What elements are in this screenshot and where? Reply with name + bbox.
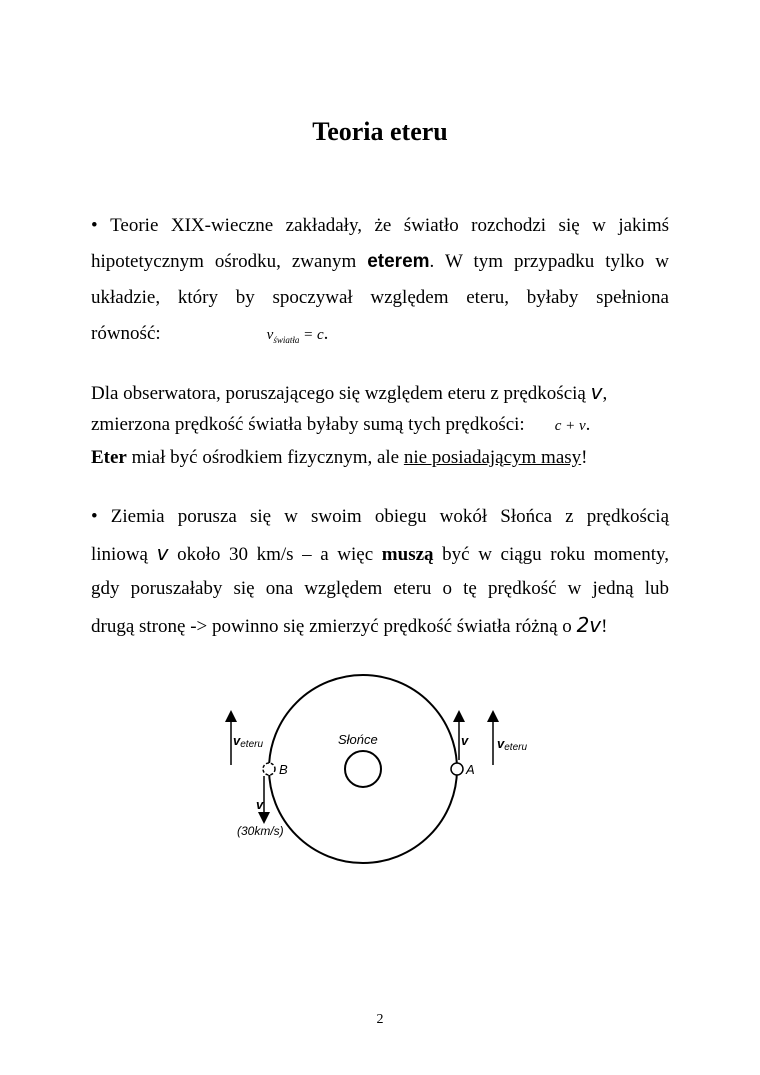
- term-eter: Eter: [91, 447, 127, 468]
- p2-line-3: Eter miał być ośrodkiem fizycznym, ale nie posiadającym masy!: [91, 447, 588, 468]
- p1-line-4: równość: $v_{światła} = c$.: [91, 323, 329, 345]
- point-a-label: A: [466, 762, 475, 777]
- ether-label-right: veteru: [497, 736, 528, 753]
- p1-line-1: • Teorie XIX-wieczne zakładały, że światło rozchodzi się w jakimś: [91, 215, 669, 236]
- symbol-2v: 2v: [576, 613, 602, 637]
- formula-c-plus-v: c + v: [554, 418, 586, 434]
- paragraph-ether-theory: [91, 208, 669, 352]
- paragraph-observer: [91, 374, 669, 476]
- p2-line-1: Dla obserwatora, poruszającego się względem eteru z prędkością v,: [91, 380, 608, 404]
- earth-position-b: [263, 763, 275, 775]
- p3-line-3: gdy poruszałaby się ona względem eteru o tę prędkość w jedną lub: [91, 578, 669, 599]
- p3-line-1: • Ziemia porusza się w swoim obiegu wokół Słońca z prędkością: [91, 506, 670, 527]
- symbol-v: v: [156, 541, 169, 565]
- sun-label: Słońce: [338, 732, 378, 747]
- formula-v-swiatla: $v_{światła} = c$: [266, 327, 324, 345]
- p2-line-2: zmierzona prędkość światła byłaby sumą tych prędkości: c + v.: [91, 414, 591, 435]
- p3-line-4: drugą stronę -> powinno się zmierzyć prędkość światła różną o 2v!: [91, 613, 608, 637]
- velocity-label-a: v: [461, 733, 469, 748]
- p3-line-2: liniową v około 30 km/s – a więc muszą być w ciągu roku momenty,: [91, 541, 670, 565]
- p1-line-2: hipotetycznym ośrodku, zwanym eterem. W tym przypadku tylko w: [91, 251, 669, 272]
- term-eterem: eterem: [367, 251, 430, 272]
- velocity-label-b: v: [256, 797, 264, 812]
- point-b-label: B: [279, 762, 288, 777]
- symbol-v: v: [590, 380, 603, 404]
- bullet: •: [91, 506, 98, 527]
- speed-label: (30km/s): [237, 824, 284, 838]
- earth-position-a: [451, 763, 463, 775]
- orbit-diagram: [220, 668, 550, 868]
- sun: [345, 751, 381, 787]
- paragraph-earth-orbit: [91, 499, 669, 643]
- page-title: Teoria eteru: [312, 117, 448, 146]
- ether-label-left: veteru: [233, 733, 264, 750]
- term-musza: muszą: [381, 544, 434, 565]
- bullet: •: [91, 215, 98, 236]
- p1-line-3: układzie, który by spoczywał względem eteru, byłaby spełniona: [91, 287, 669, 308]
- earth-orbit: [269, 675, 457, 863]
- page-number: 2: [376, 1012, 384, 1027]
- underlined-no-mass: nie posiadającym masy: [403, 447, 582, 468]
